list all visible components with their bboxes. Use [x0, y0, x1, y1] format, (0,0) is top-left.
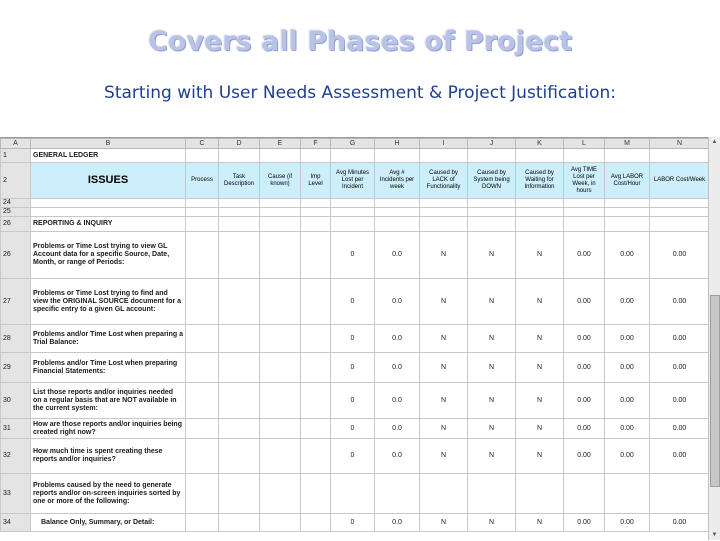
value-cell[interactable]: 0.0: [375, 353, 420, 383]
value-cell[interactable]: N: [516, 514, 564, 532]
cell[interactable]: [186, 383, 219, 419]
column-title[interactable]: Avg TIME Lost per Week, in hours: [564, 163, 605, 199]
cell[interactable]: [260, 208, 301, 217]
value-cell[interactable]: 0.00: [650, 353, 710, 383]
row-header[interactable]: 26: [1, 217, 31, 232]
cell[interactable]: [219, 232, 260, 279]
cell[interactable]: [420, 199, 468, 208]
column-title[interactable]: Caused by LACK of Functionality: [420, 163, 468, 199]
slide-subtitle: Starting with User Needs Assessment & Project Justification:: [104, 83, 616, 103]
column-header[interactable]: D: [219, 139, 260, 149]
value-cell[interactable]: 0.00: [605, 232, 650, 279]
column-header[interactable]: C: [186, 139, 219, 149]
value-cell[interactable]: 0.00: [564, 383, 605, 419]
value-cell[interactable]: [468, 474, 516, 514]
cell[interactable]: [260, 232, 301, 279]
issue-text[interactable]: Problems and/or Time Lost when preparing Financial Statements:: [31, 353, 186, 383]
ledger-title[interactable]: GENERAL LEDGER: [31, 149, 186, 163]
cell[interactable]: [186, 325, 219, 353]
value-cell[interactable]: 0: [331, 353, 375, 383]
issue-text[interactable]: Problems caused by the need to generate reports and/or on-screen inquiries sorted by one or more of the following:: [31, 474, 186, 514]
value-cell[interactable]: 0: [331, 419, 375, 439]
sheet-grid: [0, 138, 710, 532]
value-cell[interactable]: 0.00: [564, 439, 605, 474]
value-cell[interactable]: N: [468, 383, 516, 419]
cell[interactable]: [260, 353, 301, 383]
column-header[interactable]: B: [31, 139, 186, 149]
cell[interactable]: [375, 199, 420, 208]
cell[interactable]: [516, 217, 564, 232]
value-cell[interactable]: N: [420, 279, 468, 325]
cell[interactable]: [516, 199, 564, 208]
cell[interactable]: [219, 474, 260, 514]
value-cell[interactable]: 0.00: [650, 439, 710, 474]
value-cell[interactable]: N: [420, 383, 468, 419]
row-header[interactable]: 33: [1, 474, 31, 514]
value-cell[interactable]: 0: [331, 439, 375, 474]
column-title[interactable]: Cause (if known): [260, 163, 301, 199]
cell[interactable]: [260, 383, 301, 419]
row-header[interactable]: 28: [1, 325, 31, 353]
column-title[interactable]: Avg Minutes Lost per Incident: [331, 163, 375, 199]
value-cell[interactable]: N: [420, 353, 468, 383]
issue-text[interactable]: Balance Only, Summary, or Detail:: [31, 514, 186, 532]
column-header[interactable]: H: [375, 139, 420, 149]
cell[interactable]: [219, 439, 260, 474]
cell[interactable]: [301, 232, 331, 279]
cell[interactable]: [468, 199, 516, 208]
cell[interactable]: [301, 353, 331, 383]
cell[interactable]: [301, 208, 331, 217]
cell[interactable]: [186, 439, 219, 474]
value-cell[interactable]: 0.00: [605, 353, 650, 383]
value-cell[interactable]: 0: [331, 383, 375, 419]
cell[interactable]: [420, 208, 468, 217]
value-cell[interactable]: 0.00: [650, 279, 710, 325]
cell[interactable]: [260, 217, 301, 232]
issue-row: [1, 325, 710, 353]
value-cell[interactable]: 0.00: [564, 232, 605, 279]
cell[interactable]: [186, 199, 219, 208]
cell[interactable]: [301, 474, 331, 514]
value-cell[interactable]: N: [516, 439, 564, 474]
value-cell[interactable]: [605, 474, 650, 514]
cell[interactable]: [564, 208, 605, 217]
cell[interactable]: [331, 149, 375, 163]
cell[interactable]: [186, 419, 219, 439]
section-title[interactable]: REPORTING & INQUIRY: [31, 217, 186, 232]
column-title[interactable]: Avg # Incidents per week: [375, 163, 420, 199]
cell[interactable]: [260, 325, 301, 353]
issue-row: [1, 353, 710, 383]
cell[interactable]: [301, 279, 331, 325]
row-header[interactable]: 1: [1, 149, 31, 163]
value-cell[interactable]: N: [516, 232, 564, 279]
column-title[interactable]: Caused by Waiting for Information: [516, 163, 564, 199]
value-cell[interactable]: 0.00: [564, 325, 605, 353]
column-title[interactable]: Avg LABOR Cost/Hour: [605, 163, 650, 199]
value-cell[interactable]: N: [468, 439, 516, 474]
value-cell[interactable]: 0.00: [564, 353, 605, 383]
cell[interactable]: [260, 199, 301, 208]
spacer-row: [1, 199, 710, 208]
cell[interactable]: [186, 208, 219, 217]
cell[interactable]: [260, 279, 301, 325]
cell[interactable]: [468, 208, 516, 217]
cell[interactable]: [331, 199, 375, 208]
value-cell[interactable]: 0.00: [605, 325, 650, 353]
cell[interactable]: [516, 149, 564, 163]
cell[interactable]: [219, 514, 260, 532]
column-header[interactable]: G: [331, 139, 375, 149]
cell[interactable]: [219, 325, 260, 353]
column-title[interactable]: LABOR Cost/Week: [650, 163, 710, 199]
column-title[interactable]: Imp Level: [301, 163, 331, 199]
cell[interactable]: [420, 149, 468, 163]
cell[interactable]: [650, 199, 710, 208]
column-header[interactable]: N: [650, 139, 710, 149]
issue-row: [1, 279, 710, 325]
value-cell[interactable]: N: [420, 419, 468, 439]
cell[interactable]: [186, 514, 219, 532]
column-title[interactable]: Process: [186, 163, 219, 199]
column-header[interactable]: A: [1, 139, 31, 149]
section-row: [1, 217, 710, 232]
scrollbar-thumb[interactable]: [710, 295, 720, 487]
value-cell[interactable]: [375, 474, 420, 514]
scroll-down-icon[interactable]: ▼: [711, 532, 718, 538]
value-cell[interactable]: 0.0: [375, 279, 420, 325]
value-cell[interactable]: 0: [331, 514, 375, 532]
value-cell[interactable]: 0.00: [605, 419, 650, 439]
cell[interactable]: [375, 149, 420, 163]
cell[interactable]: [301, 325, 331, 353]
header-row: [1, 163, 710, 199]
value-cell[interactable]: 0.00: [650, 383, 710, 419]
cell[interactable]: [605, 199, 650, 208]
cell[interactable]: [301, 419, 331, 439]
column-title[interactable]: Caused by System being DOWN: [468, 163, 516, 199]
issue-row: [1, 514, 710, 532]
issue-text[interactable]: How are those reports and/or inquiries being created right now?: [31, 419, 186, 439]
value-cell[interactable]: N: [420, 232, 468, 279]
value-cell[interactable]: 0.00: [564, 279, 605, 325]
issue-row: [1, 439, 710, 474]
value-cell[interactable]: 0.00: [564, 514, 605, 532]
cell[interactable]: [468, 217, 516, 232]
cell[interactable]: [186, 232, 219, 279]
cell[interactable]: [605, 149, 650, 163]
cell[interactable]: [186, 474, 219, 514]
vertical-scrollbar[interactable]: [708, 137, 720, 540]
value-cell[interactable]: 0.00: [650, 419, 710, 439]
value-cell[interactable]: N: [420, 514, 468, 532]
value-cell[interactable]: N: [468, 232, 516, 279]
cell[interactable]: [219, 383, 260, 419]
issue-text[interactable]: Problems or Time Lost trying to view GL Account data for a specific Source, Date, Month, or range of Periods:: [31, 232, 186, 279]
value-cell[interactable]: 0.0: [375, 232, 420, 279]
value-cell[interactable]: 0.00: [605, 514, 650, 532]
issue-text[interactable]: Problems or Time Lost trying to find and view the ORIGINAL SOURCE document for a specific entry to a given GL account:: [31, 279, 186, 325]
row-header[interactable]: 32: [1, 439, 31, 474]
spacer-row: [1, 208, 710, 217]
value-cell[interactable]: 0.0: [375, 439, 420, 474]
cell[interactable]: [31, 208, 186, 217]
column-header[interactable]: L: [564, 139, 605, 149]
value-cell[interactable]: 0.00: [564, 419, 605, 439]
value-cell[interactable]: 0.0: [375, 514, 420, 532]
value-cell[interactable]: N: [516, 353, 564, 383]
row-header[interactable]: 2: [1, 163, 31, 199]
value-cell[interactable]: 0.0: [375, 383, 420, 419]
value-cell[interactable]: N: [468, 419, 516, 439]
cell[interactable]: [219, 149, 260, 163]
cell[interactable]: [260, 439, 301, 474]
issue-row: [1, 474, 710, 514]
value-cell[interactable]: 0.00: [650, 232, 710, 279]
column-header[interactable]: M: [605, 139, 650, 149]
cell[interactable]: [331, 217, 375, 232]
cell[interactable]: [301, 199, 331, 208]
column-header[interactable]: I: [420, 139, 468, 149]
scroll-up-icon[interactable]: ▲: [711, 139, 718, 145]
ledger-row: [1, 149, 710, 163]
cell[interactable]: [301, 383, 331, 419]
spreadsheet[interactable]: [0, 137, 720, 541]
value-cell[interactable]: N: [516, 325, 564, 353]
value-cell[interactable]: [516, 474, 564, 514]
cell[interactable]: [186, 217, 219, 232]
cell[interactable]: [260, 514, 301, 532]
cell[interactable]: [186, 149, 219, 163]
value-cell[interactable]: 0.00: [605, 383, 650, 419]
cell[interactable]: [468, 149, 516, 163]
issue-text[interactable]: Problems and/or Time Lost when preparing a Trial Balance:: [31, 325, 186, 353]
cell[interactable]: [564, 199, 605, 208]
value-cell[interactable]: N: [516, 383, 564, 419]
row-header[interactable]: 29: [1, 353, 31, 383]
value-cell[interactable]: N: [468, 353, 516, 383]
value-cell[interactable]: 0.00: [650, 325, 710, 353]
row-header[interactable]: 30: [1, 383, 31, 419]
cell[interactable]: [301, 514, 331, 532]
cell[interactable]: [260, 419, 301, 439]
issue-text[interactable]: List those reports and/or inquiries needed on a regular basis that are NOT available in the current system:: [31, 383, 186, 419]
column-title[interactable]: Task Description: [219, 163, 260, 199]
value-cell[interactable]: 0.00: [605, 279, 650, 325]
column-header[interactable]: J: [468, 139, 516, 149]
value-cell[interactable]: [331, 474, 375, 514]
cell[interactable]: [564, 217, 605, 232]
issue-row: [1, 232, 710, 279]
cell[interactable]: [219, 419, 260, 439]
cell[interactable]: [605, 208, 650, 217]
value-cell[interactable]: N: [516, 419, 564, 439]
cell[interactable]: [650, 217, 710, 232]
column-header[interactable]: K: [516, 139, 564, 149]
cell[interactable]: [31, 199, 186, 208]
cell[interactable]: [650, 149, 710, 163]
slide-title: Covers all Phases of Project: [147, 26, 573, 57]
cell[interactable]: [375, 217, 420, 232]
row-header[interactable]: 24: [1, 199, 31, 208]
column-header[interactable]: E: [260, 139, 301, 149]
cell[interactable]: [375, 208, 420, 217]
row-header[interactable]: 26: [1, 232, 31, 279]
cell[interactable]: [219, 353, 260, 383]
value-cell[interactable]: [420, 474, 468, 514]
value-cell[interactable]: 0: [331, 232, 375, 279]
value-cell[interactable]: 0.00: [605, 439, 650, 474]
value-cell[interactable]: 0.0: [375, 325, 420, 353]
cell[interactable]: [605, 217, 650, 232]
cell[interactable]: [260, 474, 301, 514]
issue-text[interactable]: How much time is spent creating these reports and/or inquiries?: [31, 439, 186, 474]
cell[interactable]: [260, 149, 301, 163]
cell[interactable]: [331, 208, 375, 217]
issues-header[interactable]: ISSUES: [31, 163, 186, 199]
row-header[interactable]: 25: [1, 208, 31, 217]
cell[interactable]: [186, 353, 219, 383]
cell[interactable]: [564, 149, 605, 163]
cell[interactable]: [301, 217, 331, 232]
value-cell[interactable]: N: [468, 279, 516, 325]
row-header[interactable]: 31: [1, 419, 31, 439]
issue-row: [1, 383, 710, 419]
column-header-row: [1, 139, 710, 149]
cell[interactable]: [420, 217, 468, 232]
value-cell[interactable]: N: [468, 514, 516, 532]
value-cell[interactable]: N: [420, 325, 468, 353]
cell[interactable]: [186, 279, 219, 325]
value-cell[interactable]: 0: [331, 279, 375, 325]
cell[interactable]: [301, 439, 331, 474]
value-cell[interactable]: 0: [331, 325, 375, 353]
cell[interactable]: [516, 208, 564, 217]
cell[interactable]: [219, 279, 260, 325]
row-header[interactable]: 27: [1, 279, 31, 325]
cell[interactable]: [650, 208, 710, 217]
cell[interactable]: [219, 199, 260, 208]
value-cell[interactable]: 0.00: [650, 514, 710, 532]
column-header[interactable]: F: [301, 139, 331, 149]
value-cell[interactable]: [564, 474, 605, 514]
cell[interactable]: [219, 217, 260, 232]
row-header[interactable]: 34: [1, 514, 31, 532]
issue-row: [1, 419, 710, 439]
value-cell[interactable]: [650, 474, 710, 514]
issue-rows: [1, 232, 710, 532]
value-cell[interactable]: N: [516, 279, 564, 325]
value-cell[interactable]: N: [420, 439, 468, 474]
cell[interactable]: [219, 208, 260, 217]
value-cell[interactable]: N: [468, 325, 516, 353]
value-cell[interactable]: 0.0: [375, 419, 420, 439]
cell[interactable]: [301, 149, 331, 163]
